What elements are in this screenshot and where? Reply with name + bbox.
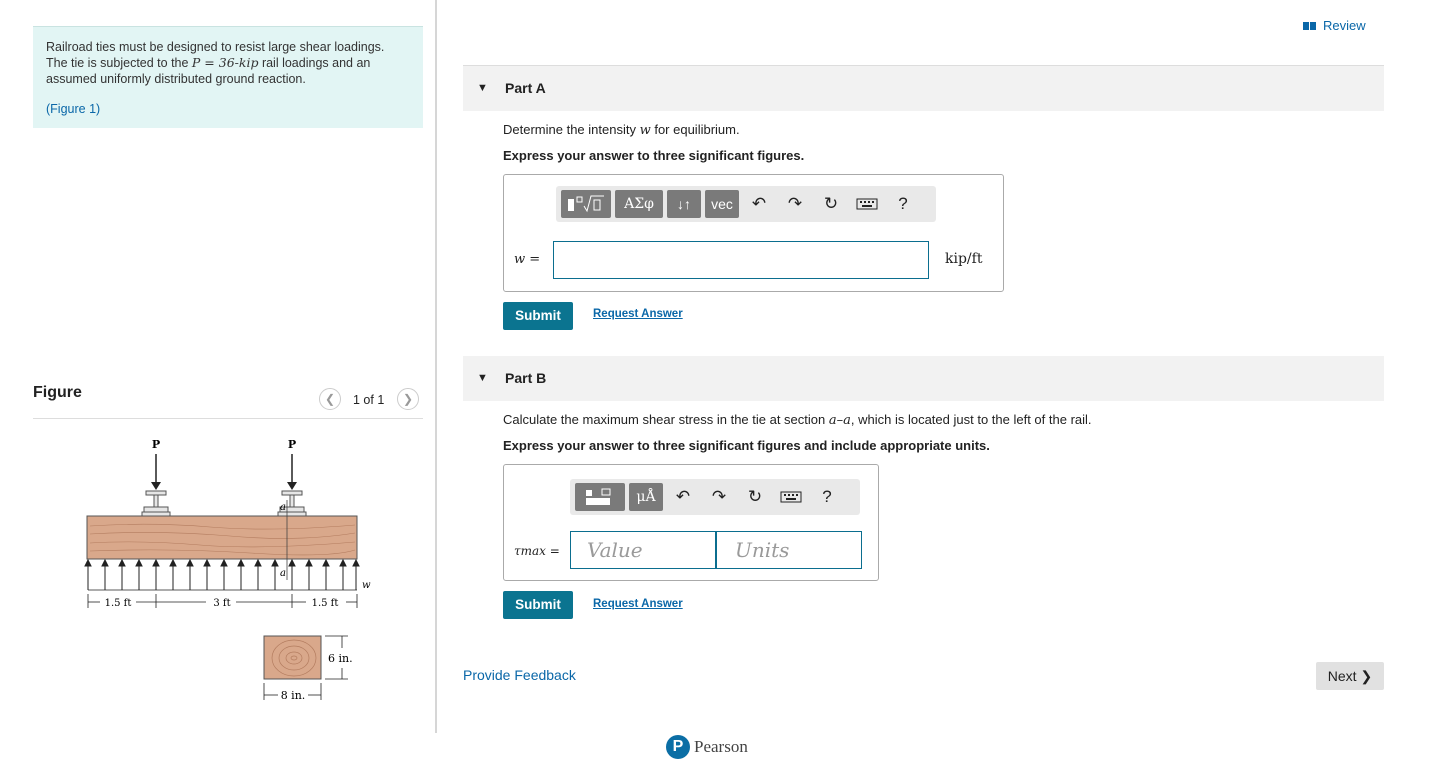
undo-icon[interactable]: ↶ (675, 487, 691, 506)
height-label: 6 in. (328, 652, 353, 665)
provide-feedback-link[interactable]: Provide Feedback (463, 667, 576, 683)
dim-label-3: 1.5 ft (311, 598, 339, 609)
fraction-icon (582, 487, 618, 507)
prompt-text: Determine the intensity (503, 122, 640, 137)
part-a-variable-label: w = (514, 252, 541, 267)
width-label: 8 in. (280, 689, 306, 702)
collapse-triangle-icon: ▼ (477, 82, 488, 94)
pearson-wordmark: Pearson (694, 737, 748, 756)
intro-line-2 (46, 55, 410, 71)
part-b-instruction: Express your answer to three significant figures and include appropriate units. (503, 438, 990, 453)
templates-button[interactable] (575, 483, 625, 511)
cross-section (264, 636, 321, 679)
units-input[interactable]: Units (716, 531, 862, 569)
pearson-p-icon: P (666, 735, 690, 759)
fraction-root-icon (566, 194, 606, 214)
distributed-load (85, 560, 359, 590)
undo-icon[interactable]: ↶ (751, 194, 767, 213)
templates-button[interactable] (561, 190, 611, 218)
next-figure-button[interactable]: ❯ (397, 388, 419, 410)
help-button[interactable]: ? (898, 194, 908, 213)
part-a-answer-box (503, 174, 1004, 292)
part-a-instruction: Express your answer to three significant figures. (503, 148, 805, 163)
intro-line-3: assumed uniformly distributed ground reaction. (46, 72, 306, 86)
prompt-variable: w (639, 123, 651, 138)
part-b-submit-button[interactable]: Submit (503, 591, 573, 619)
part-a-answer-input[interactable] (553, 241, 929, 279)
help-button[interactable]: ? (822, 487, 832, 506)
part-a-request-answer-link[interactable]: Request Answer (593, 308, 683, 320)
part-a-submit-button[interactable]: Submit (503, 302, 573, 330)
part-b-header[interactable] (463, 356, 1384, 401)
prev-figure-button[interactable]: ❮ (319, 388, 341, 410)
dim-label-2: 3 ft (213, 598, 231, 609)
book-icon (1303, 21, 1317, 31)
prompt-text: for equilibrium. (650, 122, 740, 137)
part-b-variable-label: τmax = (514, 544, 560, 558)
vec-button[interactable]: vec (705, 190, 739, 218)
load-arrowhead-2 (287, 482, 297, 490)
intro-line-1: Railroad ties must be designed to resist large shear loadings. (46, 40, 385, 54)
railroad-tie-figure (70, 430, 380, 720)
part-a-header[interactable] (463, 66, 1384, 111)
part-b-request-answer-link[interactable]: Request Answer (593, 598, 683, 610)
load-value: P = 36-kip (191, 55, 259, 70)
prompt-variable: a–a (828, 413, 851, 428)
part-b-prompt (503, 412, 1092, 428)
figure-title: Figure (33, 384, 82, 401)
figure-divider (33, 418, 423, 419)
load-intensity-label: w (362, 580, 371, 591)
load-label-p1: P (151, 438, 161, 451)
figure-pager: 1 of 1 (353, 393, 385, 407)
part-b-toolbar (570, 479, 860, 515)
subscript-button[interactable]: ↓↑ (667, 190, 701, 218)
load-arrowhead-1 (151, 482, 161, 490)
figure-link-row (46, 101, 410, 117)
load-label-p2: P (287, 438, 297, 451)
intro-text: The tie is subjected to the (46, 56, 192, 70)
chevron-right-icon: ❯ (1360, 668, 1373, 684)
units-button[interactable]: μÅ (629, 483, 663, 511)
reset-icon[interactable]: ↻ (823, 194, 839, 213)
keyboard-icon[interactable] (775, 483, 807, 511)
reset-icon[interactable]: ↻ (747, 487, 763, 506)
part-a-prompt (503, 122, 740, 138)
figure-link[interactable]: (Figure 1) (46, 102, 101, 116)
rail-1 (142, 491, 170, 516)
keyboard-icon[interactable] (851, 190, 883, 218)
section-label-top: a (280, 502, 286, 513)
intro-text: rail loadings and an (258, 56, 371, 70)
next-label: Next (1327, 668, 1357, 684)
prompt-text: , which is located just to the left of the rail. (850, 412, 1092, 427)
collapse-triangle-icon: ▼ (477, 372, 488, 384)
review-link[interactable] (1303, 18, 1366, 33)
prompt-text: Calculate the maximum shear stress in the tie at section (503, 412, 829, 427)
greek-button[interactable]: ΑΣφ (615, 190, 663, 218)
part-a-toolbar (556, 186, 936, 222)
review-label: Review (1323, 18, 1366, 33)
part-b-title: Part B (505, 370, 547, 386)
part-b-answer-box (503, 464, 879, 581)
next-button[interactable] (1316, 662, 1384, 690)
dim-label-1: 1.5 ft (104, 598, 132, 609)
section-label-bottom: a (280, 568, 286, 579)
part-a-title: Part A (505, 80, 546, 96)
panel-divider (435, 0, 437, 733)
pearson-logo (666, 735, 748, 759)
problem-statement (33, 26, 423, 128)
redo-icon[interactable]: ↷ (787, 194, 803, 213)
part-a-units: kip/ft (945, 251, 983, 267)
value-input[interactable]: Value (570, 531, 716, 569)
redo-icon[interactable]: ↷ (711, 487, 727, 506)
